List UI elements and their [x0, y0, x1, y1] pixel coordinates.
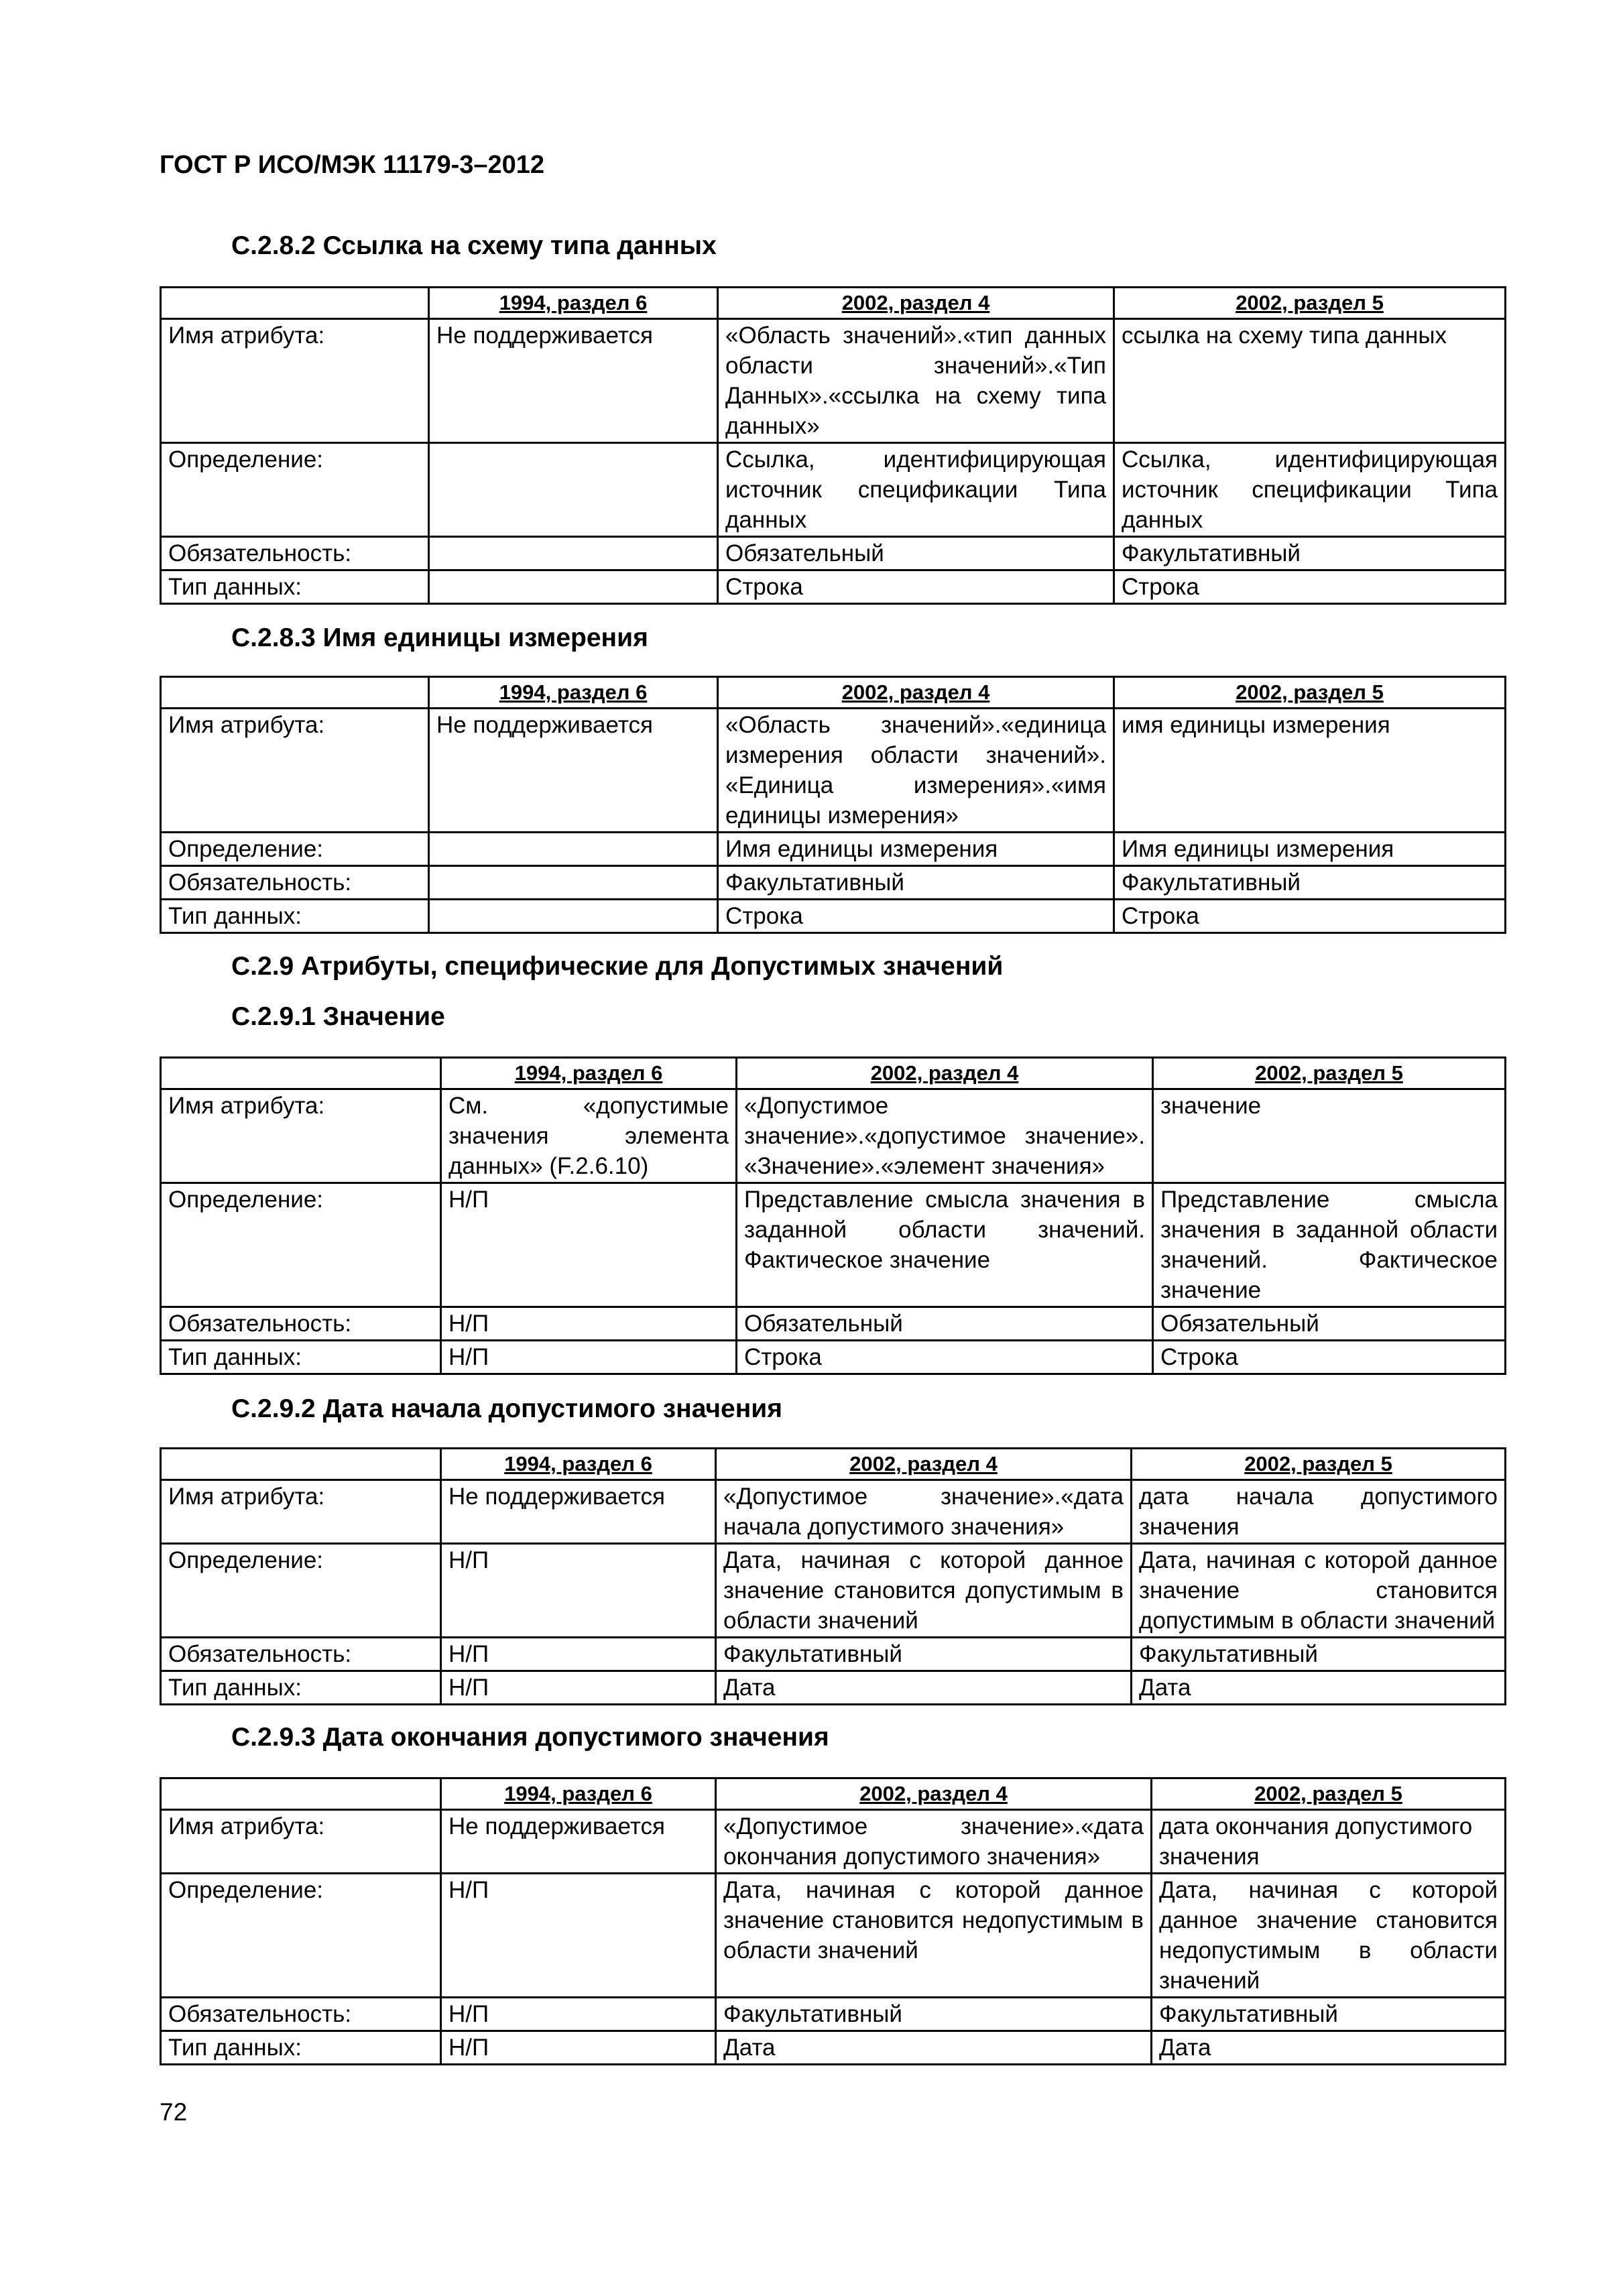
cell [429, 443, 718, 537]
column-header: 1994, раздел 6 [441, 1058, 737, 1089]
cell [429, 866, 718, 900]
cell [429, 570, 718, 604]
table-row [161, 443, 1506, 537]
table-row [161, 1183, 1506, 1307]
section-title: С.2.8.3 Имя единицы измерения [231, 623, 648, 652]
cell: «Область значений».«единица измерения области значений». «Единица измерения».«имя единицы измерения» [718, 709, 1114, 833]
cell: Представление смысла значения в заданной области значений. Фактическое значение [737, 1183, 1153, 1307]
cell: ссылка на схему типа данных [1114, 319, 1506, 443]
cell: Н/П [441, 1341, 737, 1374]
row-label: Тип данных: [161, 1341, 441, 1374]
cell: Дата [716, 2031, 1152, 2065]
cell: имя единицы измерения [1114, 709, 1506, 833]
table-row [161, 1638, 1506, 1671]
table-row [161, 1998, 1506, 2031]
cell [429, 900, 718, 933]
cell: Имя единицы измерения [1114, 833, 1506, 866]
cell: Дата [1152, 2031, 1506, 2065]
cell: Н/П [441, 1307, 737, 1341]
header-empty [161, 1058, 441, 1089]
table-row [161, 866, 1506, 900]
cell: Факультативный [1132, 1638, 1506, 1671]
table-row [161, 900, 1506, 933]
cell: Н/П [441, 1671, 716, 1705]
row-label: Обязательность: [161, 866, 429, 900]
table-header-row [161, 677, 1506, 709]
cell: Не поддерживается [441, 1480, 716, 1544]
cell: Представление смысла значения в заданной области значений. Фактическое значение [1153, 1183, 1506, 1307]
table-header-row [161, 288, 1506, 319]
cell: Обязательный [737, 1307, 1153, 1341]
table-row [161, 1480, 1506, 1544]
cell: Н/П [441, 1998, 716, 2031]
cell: дата начала допустимого значения [1132, 1480, 1506, 1544]
attribute-table [160, 1056, 1506, 1375]
cell: См. «допустимые значения элемента данных» (F.2.6.10) [441, 1089, 737, 1183]
table-header-row [161, 1058, 1506, 1089]
cell: Обязательный [1153, 1307, 1506, 1341]
cell: Факультативный [716, 1998, 1152, 2031]
row-label: Имя атрибута: [161, 709, 429, 833]
table-header-row [161, 1449, 1506, 1480]
table-row [161, 1089, 1506, 1183]
cell: Н/П [441, 1544, 716, 1638]
table-row [161, 1307, 1506, 1341]
cell: Факультативный [718, 866, 1114, 900]
cell: Дата, начиная с которой данное значение становится недопустимым в области значений [1152, 1874, 1506, 1998]
cell: Строка [1114, 900, 1506, 933]
row-label: Тип данных: [161, 570, 429, 604]
table-row [161, 1874, 1506, 1998]
row-label: Тип данных: [161, 2031, 441, 2065]
cell: Н/П [441, 1874, 716, 1998]
cell: «Допустимое значение».«допустимое значение». «Значение».«элемент значения» [737, 1089, 1153, 1183]
attribute-table [160, 676, 1506, 934]
cell: Ссылка, идентифицирующая источник спецификации Типа данных [1114, 443, 1506, 537]
section-title: С.2.9.2 Дата начала допустимого значения [231, 1394, 783, 1423]
table-row [161, 833, 1506, 866]
column-header: 2002, раздел 5 [1114, 288, 1506, 319]
row-label: Обязательность: [161, 537, 429, 570]
row-label: Обязательность: [161, 1998, 441, 2031]
table-row [161, 1810, 1506, 1874]
attribute-table [160, 286, 1506, 605]
cell: Дата [1132, 1671, 1506, 1705]
cell: Обязательный [718, 537, 1114, 570]
cell [429, 537, 718, 570]
table-row [161, 537, 1506, 570]
column-header: 2002, раздел 4 [718, 288, 1114, 319]
row-label: Определение: [161, 833, 429, 866]
row-label: Определение: [161, 443, 429, 537]
table-row [161, 2031, 1506, 2065]
section-title: С.2.9 Атрибуты, специфические для Допустимых значений [231, 952, 1004, 981]
section-title: С.2.9.1 Значение [231, 1002, 445, 1031]
cell: Строка [737, 1341, 1153, 1374]
column-header: 2002, раздел 4 [716, 1778, 1152, 1810]
cell: Факультативный [716, 1638, 1132, 1671]
cell: Не поддерживается [441, 1810, 716, 1874]
cell: Ссылка, идентифицирующая источник спецификации Типа данных [718, 443, 1114, 537]
column-header: 2002, раздел 4 [737, 1058, 1153, 1089]
cell: Факультативный [1114, 866, 1506, 900]
attribute-table [160, 1447, 1506, 1705]
cell: Не поддерживается [429, 709, 718, 833]
cell: значение [1153, 1089, 1506, 1183]
column-header: 2002, раздел 5 [1152, 1778, 1506, 1810]
cell: Строка [1114, 570, 1506, 604]
column-header: 1994, раздел 6 [441, 1778, 716, 1810]
column-header: 1994, раздел 6 [441, 1449, 716, 1480]
cell: Факультативный [1114, 537, 1506, 570]
cell: дата окончания допустимого значения [1152, 1810, 1506, 1874]
cell: «Допустимое значение».«дата начала допустимого значения» [716, 1480, 1132, 1544]
header-empty [161, 677, 429, 709]
column-header: 2002, раздел 4 [716, 1449, 1132, 1480]
cell: Не поддерживается [429, 319, 718, 443]
table-row [161, 1341, 1506, 1374]
row-label: Тип данных: [161, 1671, 441, 1705]
cell: Дата, начиная с которой данное значение становится допустимым в области значений [716, 1544, 1132, 1638]
table-row [161, 1671, 1506, 1705]
cell: Дата [716, 1671, 1132, 1705]
section-title: С.2.9.3 Дата окончания допустимого значения [231, 1723, 829, 1752]
row-label: Обязательность: [161, 1638, 441, 1671]
table-header-row [161, 1778, 1506, 1810]
cell: «Допустимое значение».«дата окончания допустимого значения» [716, 1810, 1152, 1874]
column-header: 2002, раздел 5 [1153, 1058, 1506, 1089]
column-header: 1994, раздел 6 [429, 288, 718, 319]
section-title: С.2.8.2 Ссылка на схему типа данных [231, 231, 717, 260]
column-header: 2002, раздел 4 [718, 677, 1114, 709]
row-label: Обязательность: [161, 1307, 441, 1341]
cell: Строка [1153, 1341, 1506, 1374]
cell [429, 833, 718, 866]
cell: Факультативный [1152, 1998, 1506, 2031]
row-label: Определение: [161, 1874, 441, 1998]
header-empty [161, 1778, 441, 1810]
cell: «Область значений».«тип данных области значений».«Тип Данных».«ссылка на схему типа данных» [718, 319, 1114, 443]
attribute-table [160, 1777, 1506, 2065]
header-empty [161, 288, 429, 319]
row-label: Имя атрибута: [161, 1480, 441, 1544]
column-header: 2002, раздел 5 [1114, 677, 1506, 709]
cell: Н/П [441, 2031, 716, 2065]
row-label: Имя атрибута: [161, 1810, 441, 1874]
column-header: 2002, раздел 5 [1132, 1449, 1506, 1480]
row-label: Имя атрибута: [161, 319, 429, 443]
table-row [161, 319, 1506, 443]
cell: Строка [718, 570, 1114, 604]
cell: Н/П [441, 1183, 737, 1307]
table-row [161, 709, 1506, 833]
row-label: Определение: [161, 1544, 441, 1638]
cell: Дата, начиная с которой данное значение становится допустимым в области значений [1132, 1544, 1506, 1638]
cell: Имя единицы измерения [718, 833, 1114, 866]
cell: Дата, начиная с которой данное значение становится недопустимым в области значений [716, 1874, 1152, 1998]
table-row [161, 570, 1506, 604]
column-header: 1994, раздел 6 [429, 677, 718, 709]
row-label: Определение: [161, 1183, 441, 1307]
header-empty [161, 1449, 441, 1480]
cell: Строка [718, 900, 1114, 933]
row-label: Тип данных: [161, 900, 429, 933]
row-label: Имя атрибута: [161, 1089, 441, 1183]
cell: Н/П [441, 1638, 716, 1671]
page-number: 72 [160, 2098, 188, 2126]
table-row [161, 1544, 1506, 1638]
page-header: ГОСТ Р ИСО/МЭК 11179-3–2012 [160, 151, 545, 179]
